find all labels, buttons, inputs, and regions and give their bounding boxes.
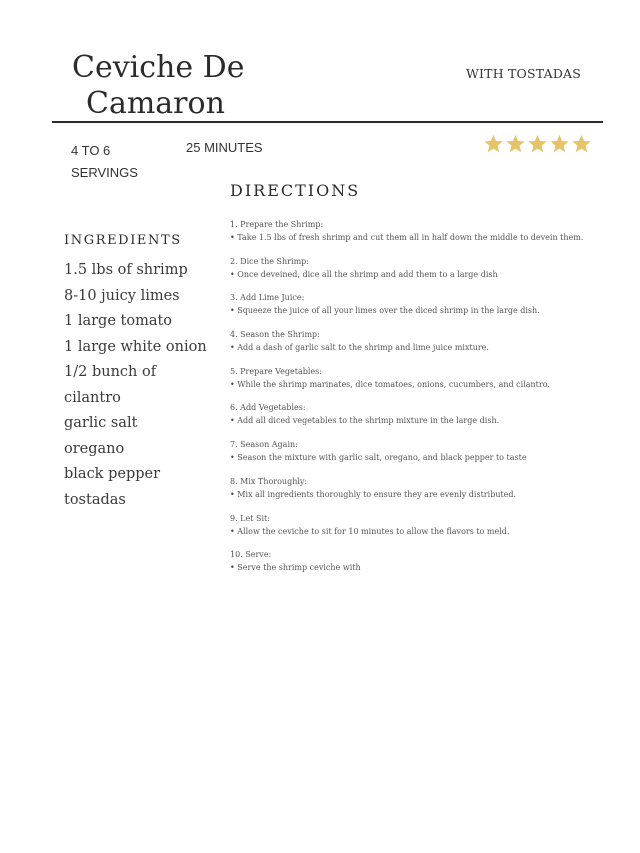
header-divider: [52, 121, 603, 123]
ingredient-item: black pepper: [64, 466, 161, 482]
star-icon: [483, 132, 504, 156]
ingredient-item: 1/2 bunch of cilantro: [64, 364, 157, 406]
direction-step: [230, 328, 610, 365]
direction-step: [230, 401, 610, 438]
direction-step: [230, 475, 610, 512]
ingredient-item: 1 large tomato: [64, 313, 173, 329]
recipe-title-line2: Camaron: [86, 86, 225, 121]
direction-step: [230, 218, 610, 255]
ingredient-item: tostadas: [64, 491, 126, 508]
servings-label: 4 TO 6 SERVINGS: [71, 143, 138, 180]
recipe-title: [72, 50, 312, 122]
step-detail: • Mix all ingredients thoroughly to ensure they are evenly distributed.: [230, 488, 610, 501]
direction-step: [230, 255, 610, 292]
star-icon: [527, 132, 548, 156]
ingredient-item: garlic salt: [64, 415, 138, 431]
star-icon: [505, 132, 526, 156]
ingredient-item: 1 large white onion: [64, 338, 207, 355]
step-detail: • Allow the ceviche to sit for 10 minutes to allow the flavors to meld.: [230, 525, 610, 538]
direction-step: [230, 291, 610, 328]
direction-step: [230, 365, 610, 402]
direction-step: [230, 438, 610, 475]
directions-heading: DIRECTIONS: [230, 181, 361, 200]
step-title: 10. Serve:: [230, 550, 272, 560]
step-title: 9. Let Sit:: [230, 513, 270, 523]
time-label: 25 MINUTES: [186, 140, 263, 155]
step-title: 7. Season Again:: [230, 440, 298, 450]
step-title: 1. Prepare the Shrimp:: [230, 220, 324, 229]
ingredient-item: 1.5 lbs of shrimp: [64, 262, 188, 278]
star-rating: [483, 132, 592, 160]
ingredient-item: 8-10 juicy limes: [64, 287, 180, 304]
recipe-title-line1: Ceviche De: [72, 50, 245, 85]
step-detail: • Serve the shrimp ceviche with: [230, 561, 610, 574]
step-detail: • Squeeze the juice of all your limes over the diced shrimp in the large dish.: [230, 304, 610, 317]
step-detail: • Add all diced vegetables to the shrimp mixture in the large dish.: [230, 414, 610, 427]
step-detail: • Season the mixture with garlic salt, oregano, and black pepper to taste: [230, 451, 610, 464]
step-detail: • Take 1.5 lbs of fresh shrimp and cut them all in half down the middle to devein them.: [230, 231, 610, 244]
ingredients-list: [64, 258, 214, 513]
recipe-subtitle: WITH TOSTADAS: [466, 66, 582, 81]
step-title: 4. Season the Shrimp:: [230, 330, 320, 340]
step-title: 8. Mix Thoroughly:: [230, 476, 308, 486]
direction-step: [230, 512, 610, 549]
star-icon: [571, 132, 592, 156]
directions-list: [230, 218, 610, 585]
star-icon: [549, 132, 570, 156]
step-detail: • Once deveined, dice all the shrimp and add them to a large dish: [230, 268, 610, 281]
step-title: 5. Prepare Vegetables:: [230, 366, 322, 376]
step-detail: • Add a dash of garlic salt to the shrimp and lime juice mixture.: [230, 341, 610, 354]
step-title: 3. Add Lime Juice:: [230, 293, 305, 303]
step-title: 6. Add Vegetables:: [230, 403, 306, 413]
step-title: 2. Dice the Shrimp:: [230, 256, 309, 266]
ingredient-item: oregano: [64, 440, 125, 457]
ingredients-heading: INGREDIENTS: [64, 233, 182, 248]
step-detail: • While the shrimp marinates, dice tomatoes, onions, cucumbers, and cilantro.: [230, 378, 610, 391]
direction-step: [230, 548, 610, 585]
